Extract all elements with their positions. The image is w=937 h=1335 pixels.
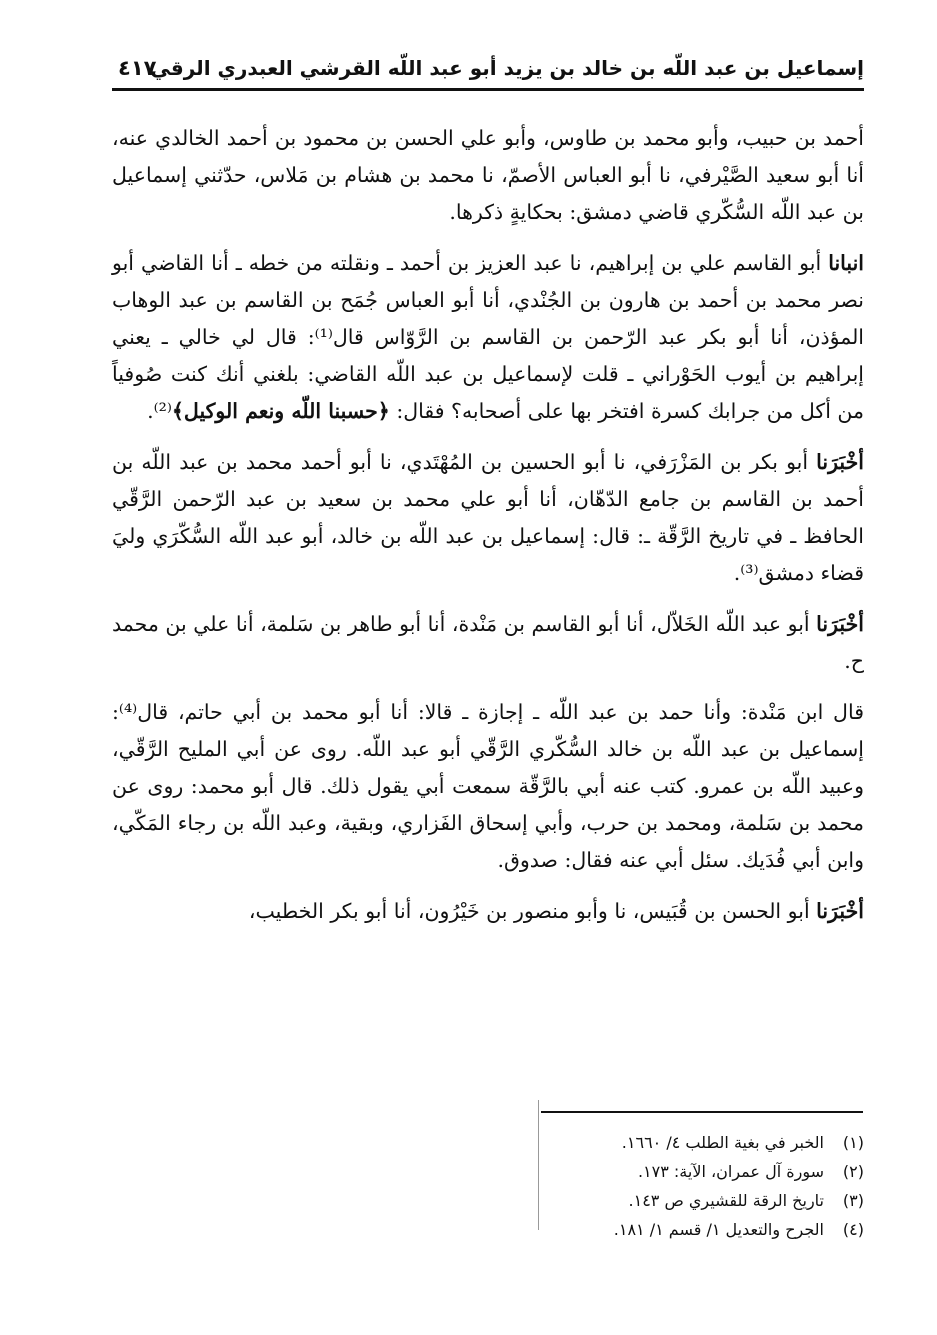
paragraph (112, 893, 864, 930)
paragraph (112, 245, 864, 430)
footnote-text: الجرح والتعديل ١/ قسم ١/ ١٨١. (613, 1220, 824, 1239)
footnote (112, 1215, 864, 1244)
footnotes (112, 1128, 864, 1244)
page-number: ٤١٧ (118, 56, 157, 80)
paragraph (112, 444, 864, 592)
header-title: إسماعيل بن عبد اللّه بن خالد بن يزيد أبو عبد اللّه القرشي العبدري الرقي (150, 56, 864, 80)
paragraph-lead: أخْبَرَنا (816, 450, 864, 474)
footnote-number: (٣) (842, 1191, 864, 1210)
main-text (112, 120, 864, 944)
paragraph-text: أبو الحسن بن قُبَيس، نا وأبو منصور بن خَيْرُون، أنا أبو بكر الخطيب، (248, 899, 810, 923)
paragraph-text: أبو عبد اللّه الخَلاّل، أنا أبو القاسم بن مَنْدة، أنا أبو طاهر بن سَلمة، أنا علي بن محمد ح. (112, 612, 864, 673)
paragraph (112, 694, 864, 879)
paragraph (112, 120, 864, 231)
paragraph-text: أبو القاسم علي بن إبراهيم، نا عبد العزيز بن أحمد ـ ونقلته من خطه ـ أنا القاضي أبو نصر محمد بن أحمد بن هارون بن الجُنْدي، أنا أبو العباس جُمَح بن القاسم بن عبد الوهاب المؤذن، أنا أبو بكر عبد الرّحمن بن القاسم بن الرَّوّاس قال⁽¹⁾: قال لي خالي ـ يعني إبراهيم بن أيوب الحَوْراني ـ قلت لإسماعيل بن عبد اللّه القاضي: بلغني أنك كنت صُوفياً من أكل من جرابك كسرة افتخر بها على أصحابه؟ فقال: (112, 251, 865, 423)
quote-footnote-ref: ⁽²⁾. (147, 399, 172, 423)
footnote (112, 1186, 864, 1215)
running-header (112, 48, 864, 91)
footnote-text: تاريخ الرقة للقشيري ص ١٤٣. (628, 1191, 824, 1210)
paragraph-lead: أخْبَرَنا (816, 899, 864, 923)
paragraph-text: أحمد بن حبيب، وأبو محمد بن طاوس، وأبو علي الحسن بن محمود بن أحمد الخالدي عنه، أنا أبو سعيد الصَّيْرفي، نا أبو العباس الأصمّ، نا محمد بن هشام بن مَلاس، حدّثني إسماعيل بن عبد اللّه السُّكّري قاضي دمشق: بحكايةٍ ذكرها. (112, 126, 864, 224)
paragraph-text: قال ابن مَنْدة: وأنا حمد بن عبد اللّه ـ إجازة ـ قالا: أنا أبو محمد بن أبي حاتم، قال⁽⁴⁾: إسماعيل بن عبد اللّه بن خالد السُّكّري الرَّقّي أبو عبد اللّه. روى عن أبي المليح الرَّقّي، وعبيد اللّه بن عمرو. كتب عنه أبي بالرَّقّة سمعت أبي يقول ذلك. قال أبو محمد: روى عن محمد بن سَلمة، ومحمد بن حرب، وأبي إسحاق الفَزاري، وبقية، وعبد اللّه بن رجاء المَكّي، وابن أبي فُدَيك. سئل أبي عنه فقال: صدوق. (112, 700, 864, 872)
paragraph-lead: أخْبَرَنا (816, 612, 864, 636)
footnote-number: (٢) (842, 1162, 864, 1181)
paragraph-lead: انبانا (828, 251, 864, 275)
footnote-text: سورة آل عمران، الآية: ١٧٣. (637, 1162, 824, 1181)
quran-quote: ﴿حسبنا اللّه ونعم الوكيل﴾ (171, 399, 390, 423)
footnote-text: الخبر في بغية الطلب ٤/ ١٦٦٠. (621, 1133, 824, 1152)
footnote (112, 1157, 864, 1186)
footnote-divider (541, 1111, 863, 1113)
paragraph-text: أبو بكر بن المَزْرَفي، نا أبو الحسين بن المُهْتَدي، نا أبو أحمد محمد بن عبد اللّه بن أحمد بن القاسم بن جامع الدّهّان، أنا أبو علي محمد بن سعيد بن عبد الرّحمن الرَّقّي الحافظ ـ في تاريخ الرَّقّة ـ: قال: إسماعيل بن عبد اللّه بن خالد، أبو عبد اللّه السُّكّرَي وليَ قضاء دمشق⁽³⁾. (112, 450, 864, 585)
paragraph (112, 606, 864, 680)
footnote-number: (٤) (842, 1220, 864, 1239)
footnote (112, 1128, 864, 1157)
footnote-number: (١) (842, 1133, 864, 1152)
